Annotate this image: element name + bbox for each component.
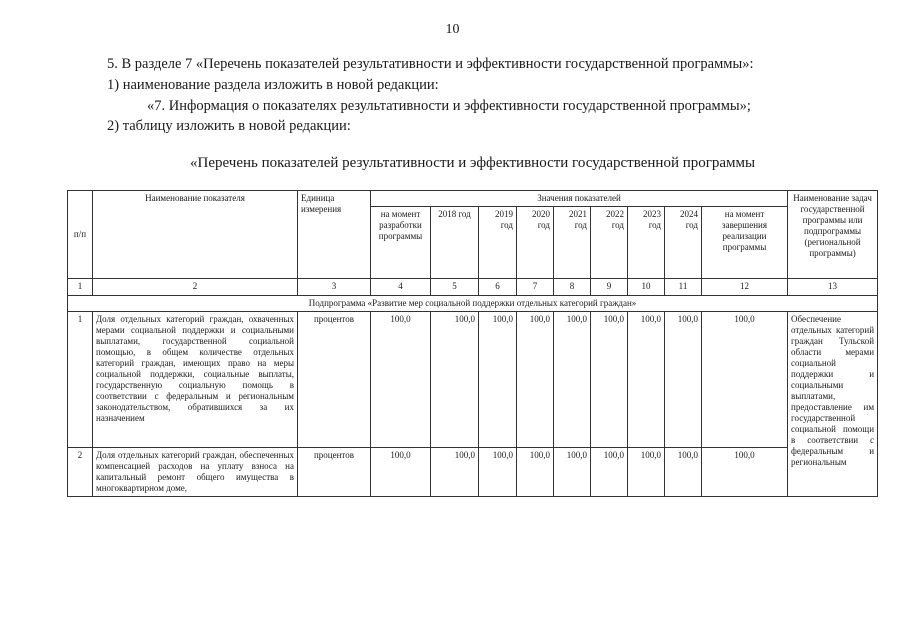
header-2024: 2024 год: [665, 206, 702, 278]
indicator-unit: процентов: [298, 447, 371, 496]
subprogram-row: [68, 295, 878, 311]
header-at-end: на момент завершения реализации программы: [702, 206, 788, 278]
value-at-end: 100,0: [702, 311, 788, 447]
header-2019: 2019 год: [479, 206, 517, 278]
value-2018: 100,0: [431, 447, 479, 496]
table-row: [68, 447, 878, 496]
header-2022: 2022 год: [591, 206, 628, 278]
column-number: 9: [591, 278, 628, 295]
column-number: 6: [479, 278, 517, 295]
paragraph-new-table: 2) таблицу изложить в новой редакции:: [107, 118, 351, 134]
indicator-name: Доля отдельных категорий граждан, обеспеченных компенсацией расходов на уплату взноса на капитальный ремонт общего имущества в многоквартирном доме,: [93, 447, 298, 496]
value-at-end: 100,0: [702, 447, 788, 496]
column-number: 10: [628, 278, 665, 295]
column-number: 7: [517, 278, 554, 295]
column-number: 12: [702, 278, 788, 295]
paragraph-section-7: 5. В разделе 7 «Перечень показателей результативности и эффективности государственной программы»:: [107, 56, 754, 72]
column-number: 8: [554, 278, 591, 295]
table-row: [68, 311, 878, 447]
header-2023: 2023 год: [628, 206, 665, 278]
value-2022: 100,0: [591, 447, 628, 496]
column-number: 1: [68, 278, 93, 295]
paragraph-new-title: «7. Информация о показателях результативности и эффективности государственной программы»;: [147, 98, 751, 114]
column-numbers-row: [68, 278, 878, 295]
value-at-start: 100,0: [371, 447, 431, 496]
indicator-name: Доля отдельных категорий граждан, охваченных мерами социальной поддержки и социальными выплатами, государственной социальной помощью, в общем количестве отдельных категорий граждан, имеющих право на меры социальной поддержки, социальные выплаты, государственную социальную помощь в соответствии с федеральным и региональным законодательством, обратившихся за их назначением: [93, 311, 298, 447]
value-2024: 100,0: [665, 447, 702, 496]
subprogram-title: Подпрограмма «Развитие мер социальной поддержки отдельных категорий граждан»: [68, 295, 878, 311]
value-2019: 100,0: [479, 447, 517, 496]
paragraph-rename-section: 1) наименование раздела изложить в новой редакции:: [107, 77, 439, 93]
value-2021: 100,0: [554, 311, 591, 447]
header-tasks: Наименование задач государственной программы или подпрограммы (региональной программы): [788, 191, 878, 279]
column-number: 3: [298, 278, 371, 295]
value-2020: 100,0: [517, 447, 554, 496]
header-num: п/п: [68, 191, 93, 279]
header-row-1: [68, 191, 878, 207]
value-2022: 100,0: [591, 311, 628, 447]
value-at-start: 100,0: [371, 311, 431, 447]
column-number: 5: [431, 278, 479, 295]
value-2019: 100,0: [479, 311, 517, 447]
header-unit: Единица измерения: [298, 191, 371, 279]
value-2023: 100,0: [628, 311, 665, 447]
page-number: 10: [445, 22, 460, 37]
header-name: Наименование показателя: [93, 191, 298, 279]
column-number: 11: [665, 278, 702, 295]
task-description: Обеспечение отдельных категорий граждан Тульской области мерами социальной поддержки и социальными выплатами, предоставление им государственной социальной помощи в соответствии с федеральным и региональным: [788, 311, 878, 496]
header-at-start: на момент разработки программы: [371, 206, 431, 278]
indicators-table: [67, 190, 878, 497]
column-number: 4: [371, 278, 431, 295]
value-2020: 100,0: [517, 311, 554, 447]
row-num: 2: [68, 447, 93, 496]
header-2018: 2018 год: [431, 206, 479, 278]
header-values-group: Значения показателей: [371, 191, 788, 207]
header-2020: 2020 год: [517, 206, 554, 278]
column-number: 13: [788, 278, 878, 295]
value-2021: 100,0: [554, 447, 591, 496]
value-2024: 100,0: [665, 311, 702, 447]
header-2021: 2021 год: [554, 206, 591, 278]
row-num: 1: [68, 311, 93, 447]
value-2018: 100,0: [431, 311, 479, 447]
column-number: 2: [93, 278, 298, 295]
indicator-unit: процентов: [298, 311, 371, 447]
table-title: «Перечень показателей результативности и эффективности государственной программы: [190, 155, 756, 171]
value-2023: 100,0: [628, 447, 665, 496]
